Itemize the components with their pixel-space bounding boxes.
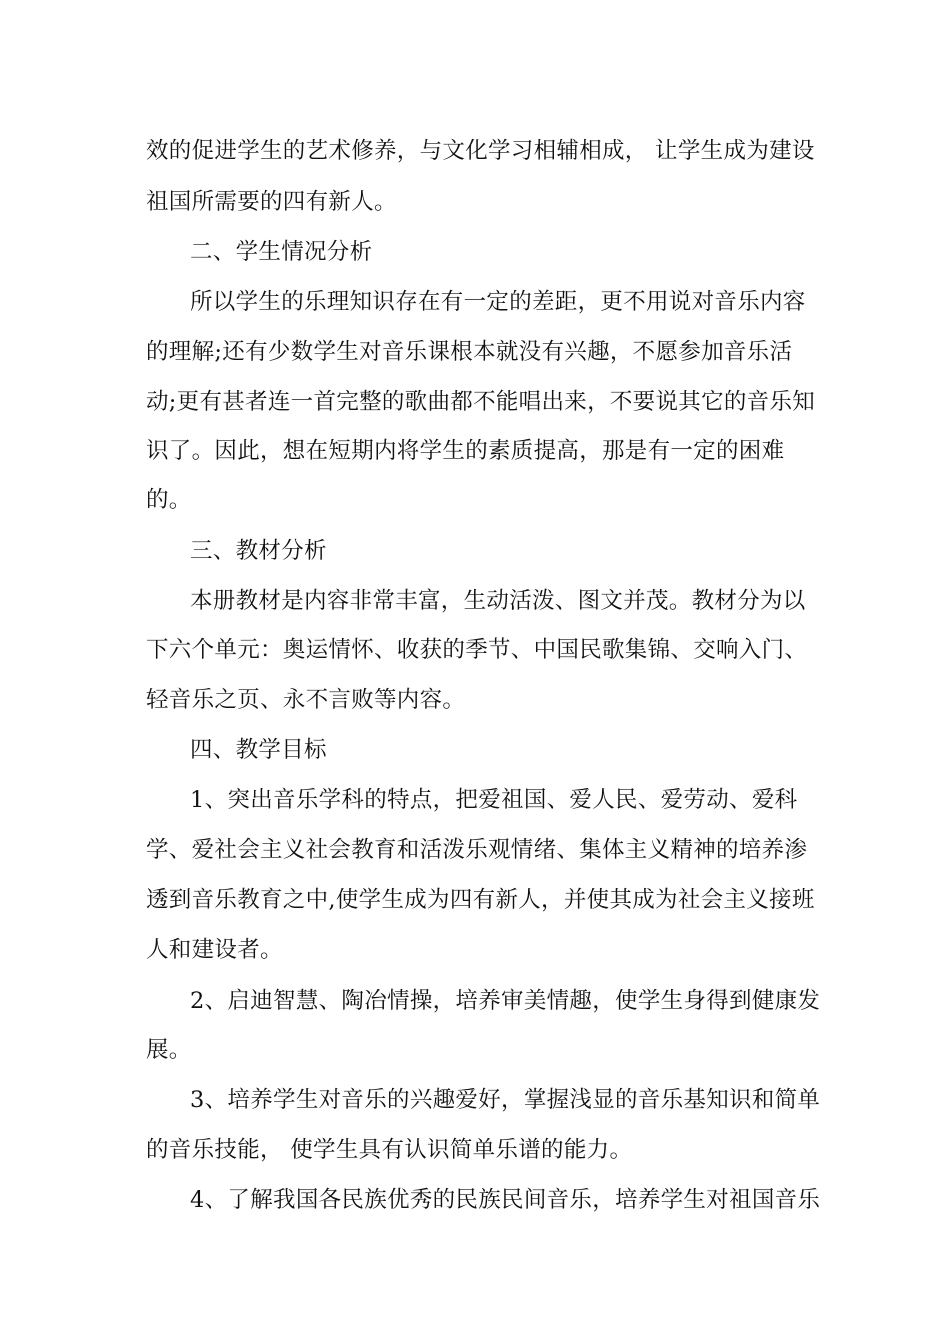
section-heading	[0, 730, 950, 770]
line-text: 展。	[146, 1037, 192, 1063]
line-text: 4、了解我国各民族优秀的民族民间音乐，培养学生对祖国音乐	[190, 1187, 821, 1213]
line-text: 人和建设者。	[146, 937, 283, 963]
heading-text: 三、教材分析	[190, 538, 327, 564]
body-text-line	[0, 131, 950, 171]
body-text-line	[0, 780, 950, 820]
body-text-line	[0, 581, 950, 621]
line-text: 本册教材是内容非常丰富，生动活泼、图文并茂。教材分为以	[190, 588, 806, 614]
body-text-line	[0, 282, 950, 322]
line-text: 透到音乐教育之中,使学生成为四有新人，并使其成为社会主义接班	[146, 887, 815, 913]
body-text-line	[0, 1180, 950, 1220]
body-text-line	[0, 480, 950, 520]
line-text: 轻音乐之页、永不言败等内容。	[146, 687, 466, 713]
body-text-line	[0, 680, 950, 720]
line-text: 的。	[146, 487, 192, 513]
body-text-line	[0, 830, 950, 870]
line-text: 识了。因此，想在短期内将学生的素质提高，那是有一定的困难	[146, 438, 785, 464]
line-text: 动;更有甚者连一首完整的歌曲都不能唱出来，不要说其它的音乐知	[146, 389, 816, 415]
body-text-line	[0, 630, 950, 670]
body-text-line	[0, 332, 950, 372]
line-text: 的音乐技能， 使学生具有认识简单乐谱的能力。	[146, 1137, 633, 1163]
line-text: 3、培养学生对音乐的兴趣爱好，掌握浅显的音乐基知识和简单	[190, 1087, 821, 1113]
line-text: 祖国所需要的四有新人。	[146, 189, 397, 215]
line-text: 学、爱社会主义社会教育和活泼乐观情绪、集体主义精神的培养渗	[146, 837, 808, 863]
line-text: 1、突出音乐学科的特点，把爱祖国、爱人民、爱劳动、爱科	[190, 787, 798, 813]
body-text-line	[0, 880, 950, 920]
line-text: 2、启迪智慧、陶冶情操，培养审美情趣，使学生身得到健康发	[190, 988, 821, 1014]
body-text-line	[0, 1080, 950, 1120]
line-text: 的理解;还有少数学生对音乐课根本就没有兴趣，不愿参加音乐活	[146, 339, 793, 365]
heading-text: 二、学生情况分析	[190, 239, 373, 265]
body-text-line	[0, 431, 950, 471]
section-heading	[0, 232, 950, 272]
line-text: 效的促进学生的艺术修养，与文化学习相辅相成， 让学生成为建设	[146, 138, 815, 164]
body-text-line	[0, 1030, 950, 1070]
line-text: 所以学生的乐理知识存在有一定的差距，更不用说对音乐内容	[190, 289, 806, 315]
line-text: 下六个单元：奥运情怀、收获的季节、中国民歌集锦、交响入门、	[146, 637, 808, 663]
body-text-line	[0, 930, 950, 970]
section-heading	[0, 531, 950, 571]
body-text-line	[0, 182, 950, 222]
body-text-line	[0, 1130, 950, 1170]
body-text-line	[0, 981, 950, 1021]
heading-text: 四、教学目标	[190, 737, 327, 763]
body-text-line	[0, 382, 950, 422]
